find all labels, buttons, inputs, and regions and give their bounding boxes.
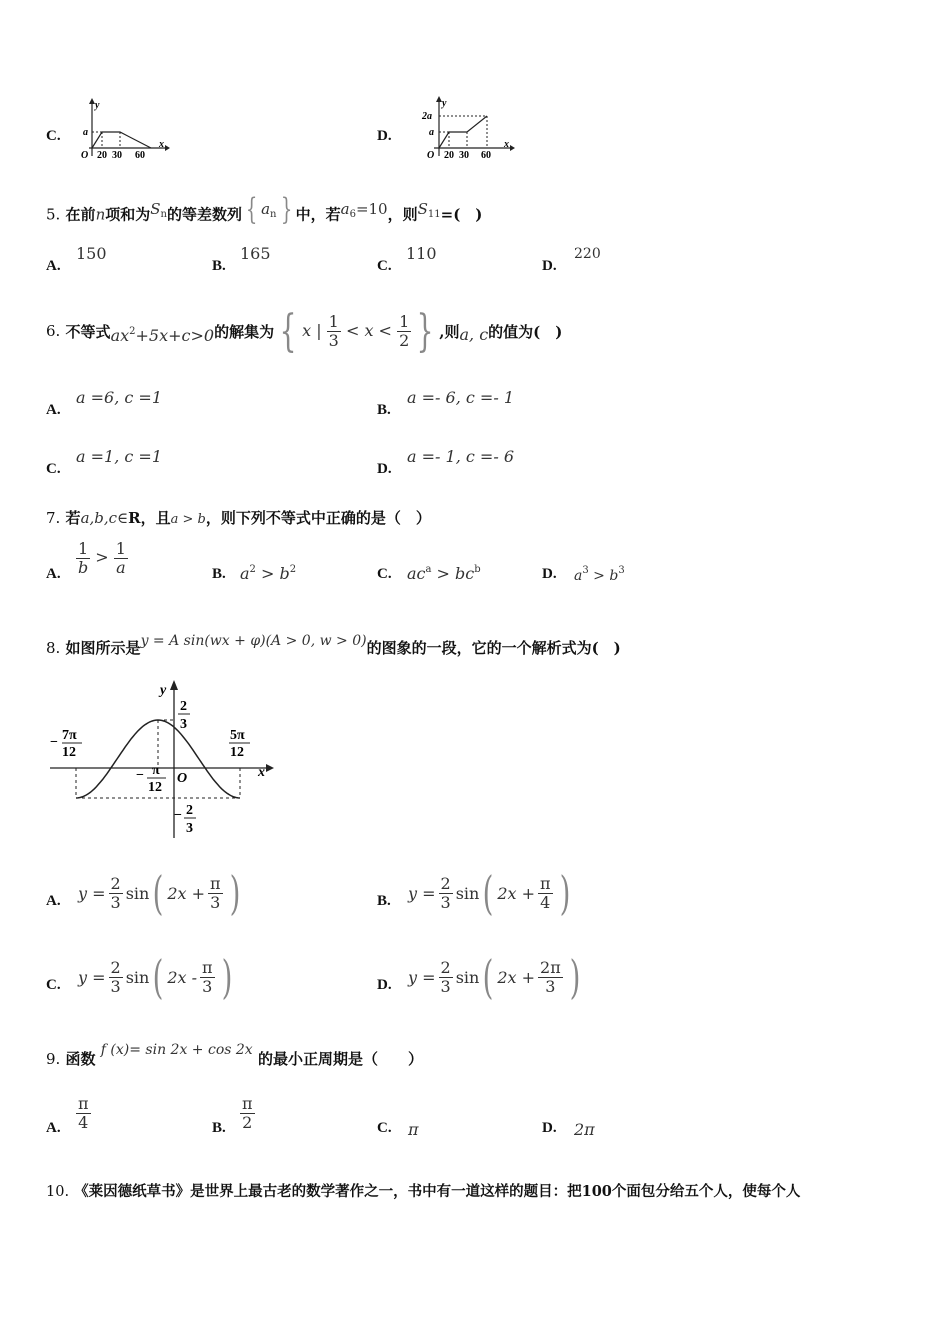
q7-c-e2: b — [474, 564, 481, 575]
q7-b-mid: > b — [255, 564, 290, 583]
q7-R: R — [128, 509, 141, 527]
d-tick-20: 20 — [444, 150, 454, 160]
q7-d-e1: 3 — [582, 565, 589, 576]
q9-b-n: π — [242, 1094, 253, 1113]
q7-option-b-label[interactable]: B. — [212, 566, 226, 582]
q8-x-label: x — [258, 765, 265, 780]
q7-option-c-label[interactable]: C. — [377, 566, 392, 582]
q8-option-a-value: y = $\frac{2}{3}$ sin ( 2x + $\frac{\pi}{3}$ ) — [78, 866, 240, 920]
q5-S: S — [150, 199, 161, 218]
q5-text-b: 项和为 — [105, 205, 151, 224]
q8-c-cn: 2 — [110, 957, 121, 977]
q7-option-b-value — [240, 564, 296, 583]
q8-bot-num: 2 — [186, 803, 193, 818]
q8-d-inner: 2x + — [497, 967, 536, 987]
q7-a-n2: 1 — [115, 539, 126, 558]
d-origin-label: O — [427, 150, 435, 160]
q5-S11: S — [417, 199, 428, 218]
q8-origin-label: O — [177, 771, 188, 786]
c-x-label: x — [159, 139, 164, 150]
q5-text-f: =( ) — [440, 205, 483, 224]
q8-a-cn: 2 — [110, 873, 121, 893]
q6-lt: < x < — [345, 320, 392, 340]
q8-c-inner: 2x - — [167, 967, 198, 987]
q8-a-cd: 3 — [110, 892, 121, 912]
q5-n: n — [95, 205, 106, 224]
q8-a-pre: y = — [78, 883, 106, 903]
q8-d-pre: y = — [408, 967, 436, 987]
q8-mid-num: π — [152, 763, 160, 778]
d-x-label: x — [504, 139, 509, 150]
q8-mid-den: 12 — [148, 780, 162, 795]
q8-b-pre: y = — [408, 883, 436, 903]
q9-b-d: 2 — [242, 1112, 253, 1132]
q8-option-a-label[interactable]: A. — [46, 893, 61, 909]
q6-option-d-label[interactable]: D. — [377, 461, 392, 477]
q7-option-a-value — [76, 540, 128, 576]
q7-c-e1: a — [425, 564, 432, 575]
c-tick-30: 30 — [112, 150, 122, 160]
q5-S11-sub: 11 — [427, 208, 441, 220]
q6-vars: a, c — [459, 324, 489, 344]
q6-option-a-label[interactable]: A. — [46, 402, 61, 418]
q8-mid-sign: − — [136, 768, 144, 783]
q6-text-a: 不等式 — [65, 322, 111, 341]
q8-option-c-label[interactable]: C. — [46, 977, 61, 993]
q5-a6: a — [340, 199, 350, 218]
c-origin-label: O — [81, 150, 89, 160]
d-y-label: y — [442, 98, 447, 109]
q5-number: 5. — [46, 205, 61, 224]
q8-a-pn: π — [210, 873, 221, 893]
d-a-label: a — [429, 127, 434, 138]
q9-expr: f (x)= sin 2x + cos 2x — [100, 1042, 253, 1058]
q9-text-a: 函数 — [65, 1050, 96, 1068]
q6-option-a-value: a =6, c =1 — [76, 388, 163, 407]
q8-b-cn: 2 — [440, 873, 451, 893]
q5-option-b-value: 165 — [240, 244, 271, 263]
q9-option-a-value — [76, 1095, 91, 1131]
q6-expr2: +5x+c>0 — [135, 325, 215, 345]
q7-cond: a > b — [170, 512, 206, 527]
q10-number: 10. — [46, 1184, 70, 1200]
q8-left-den: 12 — [62, 745, 76, 760]
q8-option-d-value: y = $\frac{2}{3}$ sin ( 2x + $\frac{2\pi}{3}$ ) — [408, 950, 581, 1004]
q6-number: 6. — [46, 322, 61, 340]
q7-d-val: a — [574, 568, 583, 584]
c-tick-20: 20 — [97, 150, 107, 160]
q8-d-cn: 2 — [440, 957, 451, 977]
q4-option-c-label[interactable]: C. — [46, 128, 61, 144]
q6-option-c-label[interactable]: C. — [46, 461, 61, 477]
q10-text: 《莱因德纸草书》是世界上最古老的数学著作之一，书中有一道这样的题目：把 — [74, 1183, 582, 1200]
q8-option-d-label[interactable]: D. — [377, 977, 392, 993]
q7-text-a: 若 — [65, 509, 81, 527]
q10-hundred: 100 — [581, 1183, 612, 1200]
q9-a-n: π — [78, 1094, 89, 1113]
c-y-label: y — [95, 100, 100, 111]
q8-c-pd: 3 — [202, 976, 213, 996]
question-9-stem — [46, 1042, 423, 1069]
q4-option-d-graph — [420, 96, 515, 160]
q7-a-n1: 1 — [78, 539, 89, 558]
q5-a: a — [261, 199, 271, 218]
q7-option-d-label[interactable]: D. — [542, 566, 557, 582]
q8-d-pd: 3 — [545, 976, 556, 996]
q5-option-a-label[interactable]: A. — [46, 258, 61, 274]
c-tick-60: 60 — [135, 150, 145, 160]
d-tick-60: 60 — [481, 150, 491, 160]
q8-sine-graph — [44, 676, 280, 846]
q8-right-num: 5π — [230, 728, 245, 743]
question-10-stem — [46, 1180, 800, 1201]
question-6-stem: 6. 不等式 $ax^2+5x+c>0$ 的解集为 { x | $\frac{1}{3}$ < x < $\frac{1}{2}$ } ,则 a, c 的值为( ) — [46, 305, 563, 357]
q5-text-a: 在前 — [65, 205, 96, 224]
q7-vars: a,b,c∈ — [80, 509, 129, 527]
q7-text-b: ，且 — [140, 509, 171, 527]
q7-option-a-label[interactable]: A. — [46, 566, 61, 582]
c-a-label: a — [83, 127, 88, 138]
q5-option-d-label[interactable]: D. — [542, 258, 557, 274]
q6-frac2-num: 1 — [399, 311, 410, 331]
q9-a-d: 4 — [78, 1112, 89, 1132]
q7-text-c: ，则下列不等式中正确的是（ ） — [205, 509, 431, 527]
q8-right-den: 12 — [230, 745, 244, 760]
q8-expr: y = A sin(wx + φ)(A > 0, w > 0) — [140, 633, 367, 649]
q7-option-c-value — [407, 564, 481, 583]
q8-a-pd: 3 — [210, 892, 221, 912]
q5-a-sub: n — [270, 208, 277, 220]
q8-y-label: y — [160, 683, 167, 698]
q6-frac2-den: 2 — [399, 330, 410, 350]
q8-option-c-value: y = $\frac{2}{3}$ sin ( 2x - $\frac{\pi}{3}$ ) — [78, 950, 232, 1004]
q6-expr: ax — [110, 325, 130, 345]
q8-d-pn: 2π — [540, 957, 561, 977]
q8-d-cd: 3 — [440, 976, 451, 996]
q8-a-fn: sin — [125, 883, 150, 903]
q6-set-x: x | — [302, 320, 322, 340]
q6-sq: 2 — [129, 325, 136, 337]
q8-left-sign: − — [50, 735, 58, 750]
q8-left-num: 7π — [62, 728, 77, 743]
d-2a-label: 2a — [422, 111, 432, 122]
q9-option-b-value — [240, 1095, 255, 1131]
q7-c-val: ac — [407, 564, 426, 583]
q5-option-a-value: 150 — [76, 244, 107, 263]
q5-option-c-label[interactable]: C. — [377, 258, 392, 274]
q5-text-c: 的等差数列 — [166, 205, 242, 224]
q8-b-cd: 3 — [440, 892, 451, 912]
q7-a-d1: b — [77, 557, 89, 577]
q8-bot-den: 3 — [186, 821, 193, 836]
question-7-stem — [46, 507, 431, 528]
q7-number: 7. — [46, 509, 61, 527]
q5-eq: =10 — [355, 199, 388, 218]
question-5-stem: 5. 在前n项和为$S_n$的等差数列 { $a_n$ } 中，若$a_6=10$，则$S_{11}=$( ) — [46, 192, 483, 227]
q8-number: 8. — [46, 639, 61, 657]
q7-c-mid: > bc — [431, 564, 475, 583]
q8-d-fn: sin — [455, 967, 480, 987]
q8-b-inner: 2x + — [497, 883, 536, 903]
q7-d-e2: 3 — [618, 565, 625, 576]
q5-option-b-label[interactable]: B. — [212, 258, 226, 274]
q8-option-b-label[interactable]: B. — [377, 893, 391, 909]
q6-option-b-value: a =- 6, c =- 1 — [407, 388, 514, 407]
q4-option-c-graph — [75, 98, 170, 160]
q7-d-mid: > b — [588, 568, 619, 584]
d-tick-30: 30 — [459, 150, 469, 160]
q8-top-num: 2 — [180, 699, 187, 714]
q6-frac1-den: 3 — [328, 330, 339, 350]
q8-b-fn: sin — [455, 883, 480, 903]
q6-text-c: ,则 — [439, 322, 460, 341]
q9-option-c-value: π — [408, 1120, 419, 1139]
q6-frac1-num: 1 — [328, 311, 339, 331]
q9-option-d-value: 2π — [574, 1120, 595, 1139]
q7-b-e2: 2 — [289, 564, 297, 575]
q8-option-b-value: y = $\frac{2}{3}$ sin ( 2x + $\frac{\pi}{4}$ ) — [408, 866, 570, 920]
q8-c-pn: π — [202, 957, 213, 977]
q9-option-b-label[interactable]: B. — [212, 1120, 226, 1136]
q8-b-pd: 4 — [540, 892, 551, 912]
q8-top-den: 3 — [180, 717, 187, 732]
q8-text-b: 的图象的一段，它的一个解析式为( ) — [366, 639, 621, 657]
q8-c-cd: 3 — [110, 976, 121, 996]
q5-text-d: 中，若 — [295, 205, 341, 224]
q5-a6-sub: 6 — [349, 208, 356, 220]
q5-text-e: ，则 — [387, 205, 418, 224]
q8-text-a: 如图所示是 — [65, 639, 141, 657]
q7-a-op: > — [95, 547, 109, 567]
question-8-stem — [46, 633, 621, 658]
q7-option-d-value — [574, 565, 625, 584]
q6-option-c-value: a =1, c =1 — [76, 447, 163, 466]
q9-option-d-label[interactable]: D. — [542, 1120, 557, 1136]
q4-option-d-label[interactable]: D. — [377, 128, 392, 144]
q8-bot-sign: − — [174, 808, 182, 823]
q9-option-a-label[interactable]: A. — [46, 1120, 61, 1136]
q8-c-pre: y = — [78, 967, 106, 987]
q5-option-d-value: 220 — [574, 246, 601, 262]
q7-b-e1: 2 — [249, 564, 256, 575]
q5-option-c-value: 110 — [406, 244, 437, 263]
q8-b-pn: π — [540, 873, 551, 893]
q7-b-val: a — [240, 564, 250, 583]
q6-option-d-value: a =- 1, c =- 6 — [407, 447, 514, 466]
q6-text-b: 的解集为 — [214, 322, 275, 341]
q6-text-d: 的值为( ) — [488, 322, 563, 341]
q5-S-sub: n — [160, 208, 167, 220]
q9-text-b: 的最小正周期是（ ） — [257, 1050, 423, 1068]
q9-number: 9. — [46, 1050, 61, 1068]
q9-option-c-label[interactable]: C. — [377, 1120, 392, 1136]
q8-c-fn: sin — [125, 967, 150, 987]
q10-text2: 个面包分给五个人，使每个人 — [611, 1183, 801, 1200]
q7-a-d2: a — [116, 557, 126, 577]
q6-option-b-label[interactable]: B. — [377, 402, 391, 418]
q8-a-inner: 2x + — [167, 883, 206, 903]
